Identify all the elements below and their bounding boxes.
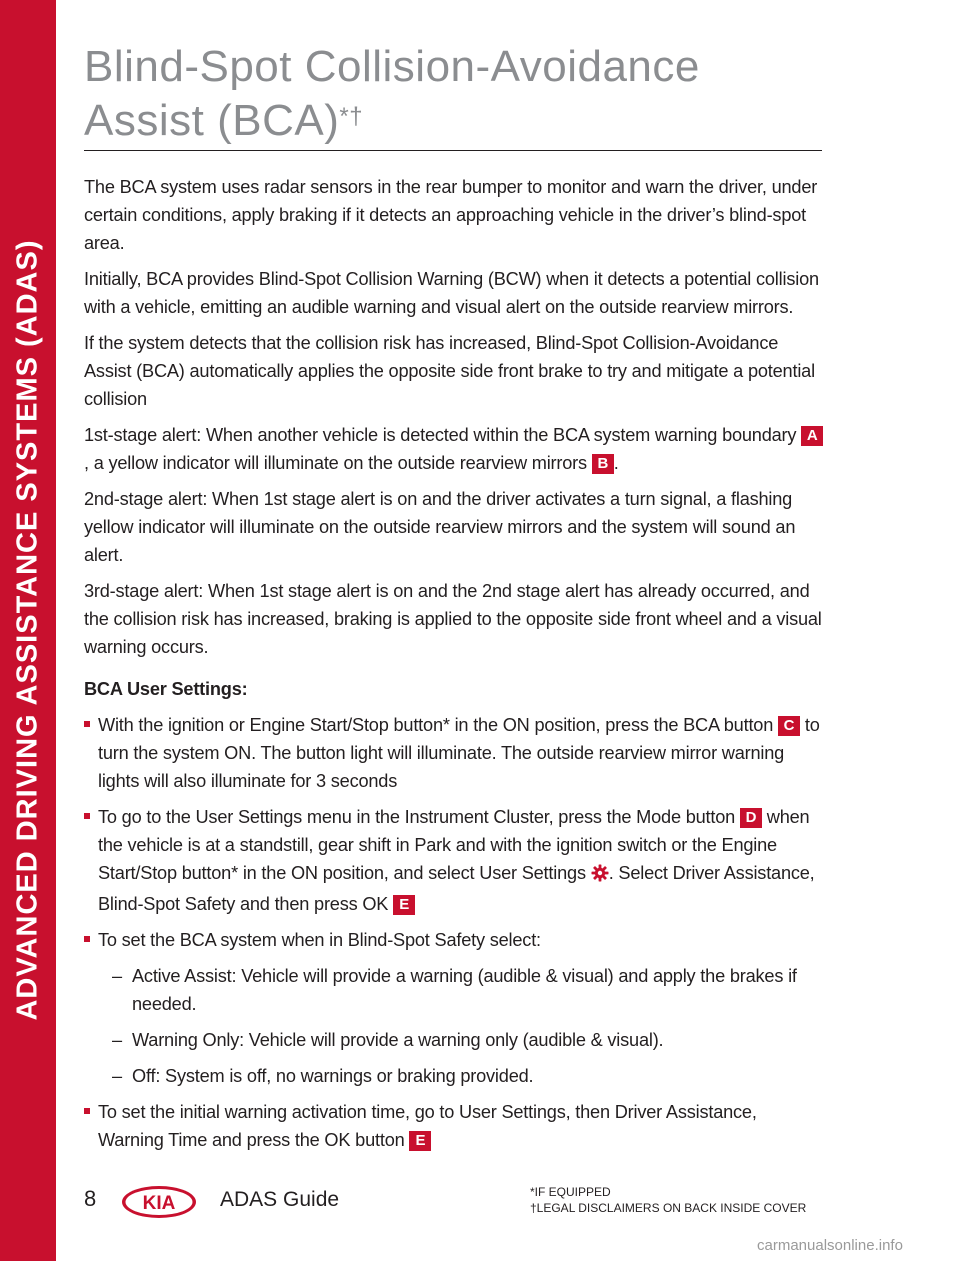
badge-d: D [740,808,762,828]
bullet-1-text-b: to turn the system ON. The button light will illuminate. The outside rearview mirror warning lights will also illuminate for 3 seconds [98,715,820,791]
stage-1-text-c: . [613,453,619,473]
option-warning-only [98,1026,824,1054]
side-banner-text: ADVANCED DRIVING ASSISTANCE SYSTEMS (ADAS) [11,239,44,1021]
bullet-4-text: To set the initial warning activation time, go to User Settings, then Driver Assistance, Warning Time and press the OK button [98,1102,757,1150]
dash-marker: – [112,1066,122,1086]
page-title [84,40,700,148]
kia-logo-text: KIA [142,1193,176,1214]
badge-e-2: E [409,1131,431,1151]
badge-e: E [393,895,415,915]
stage-1-text-a: 1st-stage alert: When another vehicle is detected within the BCA system warning boundary [84,425,802,445]
option-text: Warning Only: Vehicle will provide a warning only (audible & visual). [132,1030,664,1050]
bullet-1-text-a: With the ignition or Engine Start/Stop button* in the ON position, press the BCA button [98,715,778,735]
footnote-if-equipped: *IF EQUIPPED [530,1185,611,1199]
footnote-legal: †LEGAL DISCLAIMERS ON BACK INSIDE COVER [530,1201,807,1215]
title-line-2: Assist (BCA) [84,96,340,145]
guide-name: ADAS Guide [220,1188,340,1211]
blind-spot-options [98,962,824,1090]
bullet-2-text-c: . Select Driver Assistance, Blind-Spot Safety and then press OK [98,863,815,914]
settings-bullet-2 [84,803,824,918]
title-line-1: Blind-Spot Collision-Avoidance [84,42,700,91]
footer-notes [530,1184,806,1216]
option-off [98,1062,824,1090]
intro-paragraph-1: The BCA system uses radar sensors in the rear bumper to monitor and warn the driver, under certain conditions, apply braking if it detects an approaching vehicle in the driver’s blind-spot area. [84,177,818,253]
intro-paragraph-2: Initially, BCA provides Blind-Spot Collision Warning (BCW) when it detects a potential collision with a vehicle, emitting an audible warning and visual alert on the outside rearview mirrors. [84,269,819,317]
stage-3-paragraph: 3rd-stage alert: When 1st stage alert is on and the 2nd stage alert has already occurred, and the collision risk has increased, braking is applied to the opposite side front wheel and a visual warning occurs. [84,581,822,657]
option-text: Active Assist: Vehicle will provide a warning (audible & visual) and apply the brakes if needed. [132,966,797,1014]
bullet-2-text-a: To go to the User Settings menu in the Instrument Cluster, press the Mode button [98,807,740,827]
title-marks: *† [339,103,364,130]
stage-1-paragraph [84,421,824,477]
settings-bullet-3 [84,926,824,1090]
bullet-3-text: To set the BCA system when in Blind-Spot Safety select: [98,930,541,950]
stage-1-text-b: , a yellow indicator will illuminate on the outside rearview mirrors [84,453,592,473]
badge-a: A [801,426,823,446]
intro-paragraph-3: If the system detects that the collision risk has increased, Blind-Spot Collision-Avoidance Assist (BCA) automatically applies the opposite side front brake to try and mitigate a potential collision [84,333,815,409]
badge-c: C [778,716,800,736]
option-active-assist [98,962,824,1018]
side-banner [0,0,56,1261]
badge-b: B [592,454,614,474]
settings-bullet-1 [84,711,824,795]
settings-heading: BCA User Settings: [84,679,248,699]
page-number: 8 [84,1186,97,1211]
watermark: carmanualsonline.info [757,1237,903,1254]
option-text: Off: System is off, no warnings or braking provided. [132,1066,534,1086]
dash-marker: – [112,966,122,986]
settings-bullet-4 [84,1098,824,1154]
stage-2-paragraph: 2nd-stage alert: When 1st stage alert is on and the driver activates a turn signal, a flashing yellow indicator will illuminate on the outside rearview mirrors and the system will sound an alert. [84,489,796,565]
dash-marker: – [112,1030,122,1050]
title-divider [84,150,822,151]
kia-logo [120,1184,198,1225]
gear-icon [591,862,609,890]
main-content [84,173,824,1162]
settings-list [84,711,824,1154]
bullet-2-text-b: when the vehicle is at a standstill, gear shift in Park and with the ignition switch or the Engine Start/Stop button* in the ON position, and select User Settings [98,807,810,883]
